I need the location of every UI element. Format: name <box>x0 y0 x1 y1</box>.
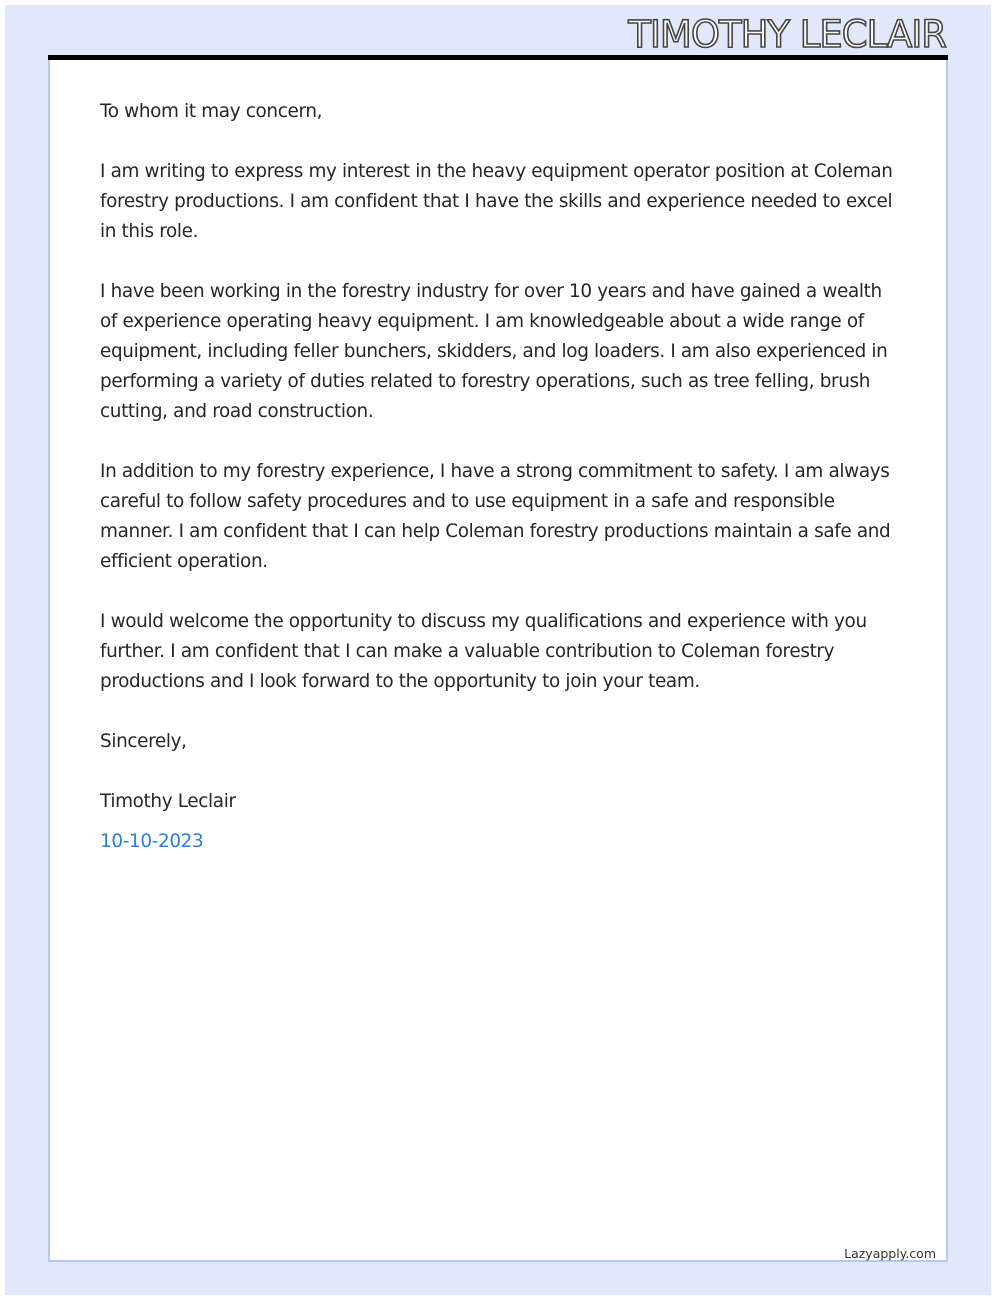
letter-paragraph: I have been working in the forestry industry for over 10 years and have gained a wealth of experience operating heavy equipment. I am knowledgeable about a wide range of equipment, including feller bunchers, skidders, and log loaders. I am also experienced in performing a variety of duties related to forestry operations, such as tree felling, brush cutting, and road construction. <box>100 281 888 422</box>
letter-body <box>100 97 900 887</box>
letter-signature: Timothy Leclair <box>100 791 236 812</box>
footer-brand: Lazyapply.com <box>844 1246 936 1261</box>
applicant-name-heading: TIMOTHY LECLAIR <box>628 13 946 56</box>
letter-date: 10-10-2023 <box>100 831 204 852</box>
letter-paragraph: I would welcome the opportunity to discuss my qualifications and experience with you further. I am confident that I can make a valuable contribution to Coleman forestry productions and I look forward to the opportunity to join your team. <box>100 611 867 692</box>
letter-paragraph: In addition to my forestry experience, I have a strong commitment to safety. I am always careful to follow safety procedures and to use equipment in a safe and responsible manner. I am confident that I can help Coleman forestry productions maintain a safe and efficient operation. <box>100 461 891 572</box>
letter-paragraph: I am writing to express my interest in the heavy equipment operator position at Coleman forestry productions. I am confident that I have the skills and experience needed to excel in this role. <box>100 161 893 242</box>
letter-salutation: To whom it may concern, <box>100 101 323 122</box>
letter-closing: Sincerely, <box>100 731 187 752</box>
